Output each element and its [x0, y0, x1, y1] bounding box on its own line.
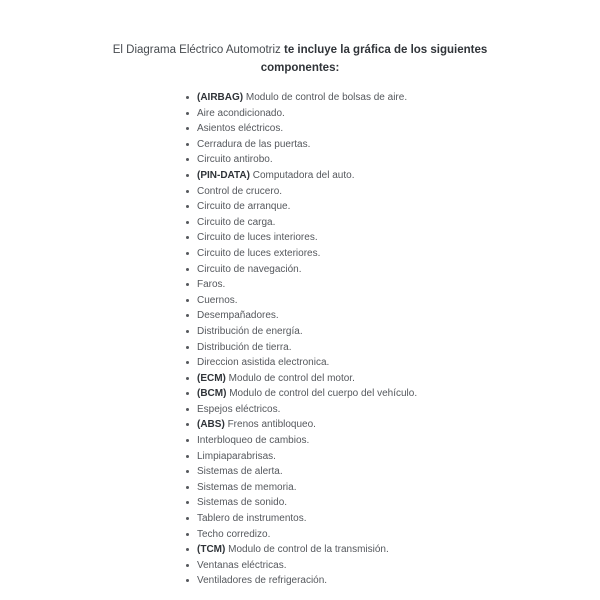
list-item — [197, 464, 517, 480]
list-item — [197, 293, 517, 309]
list-item — [197, 449, 517, 465]
component-code: (ABS) — [197, 419, 228, 431]
list-item — [197, 527, 517, 543]
list-item — [197, 324, 517, 340]
component-text: Ventanas eléctricas. — [197, 559, 287, 571]
list-item — [197, 558, 517, 574]
component-text: Modulo de control del cuerpo del vehículo. — [229, 388, 418, 400]
bullet-icon — [186, 548, 189, 551]
bullet-icon — [186, 127, 189, 130]
component-text: Asientos eléctricos. — [197, 123, 284, 135]
bullet-icon — [186, 268, 189, 271]
list-item — [197, 308, 517, 324]
list-item — [197, 277, 517, 293]
component-text: Modulo de control de la transmisión. — [228, 544, 389, 556]
component-text: Direccion asistida electronica. — [197, 357, 330, 369]
component-text: Control de crucero. — [197, 185, 283, 197]
bullet-icon — [186, 299, 189, 302]
component-text: Aire acondicionado. — [197, 107, 285, 119]
component-text: Circuito antirobo. — [197, 154, 273, 166]
component-text: Techo corredizo. — [197, 528, 271, 540]
bullet-icon — [186, 346, 189, 349]
component-text: Distribución de energía. — [197, 325, 303, 337]
component-text: Interbloqueo de cambios. — [197, 435, 310, 447]
component-text: Faros. — [197, 279, 226, 291]
list-item — [197, 371, 517, 387]
title-line-2 — [90, 59, 510, 77]
bullet-icon — [186, 158, 189, 161]
list-item — [197, 480, 517, 496]
bullet-icon — [186, 392, 189, 395]
bullet-icon — [186, 330, 189, 333]
component-text: Espejos eléctricos. — [197, 403, 281, 415]
bullet-icon — [186, 377, 189, 380]
list-item — [197, 199, 517, 215]
bullet-icon — [186, 96, 189, 99]
list-item — [197, 168, 517, 184]
component-text: Sistemas de alerta. — [197, 466, 283, 478]
bullet-icon — [186, 112, 189, 115]
bullet-icon — [186, 408, 189, 411]
bullet-icon — [186, 361, 189, 364]
component-text: Distribución de tierra. — [197, 341, 292, 353]
bullet-icon — [186, 190, 189, 193]
bullet-icon — [186, 501, 189, 504]
list-item — [197, 230, 517, 246]
bullet-icon — [186, 564, 189, 567]
bullet-icon — [186, 205, 189, 208]
component-text: Computadora del auto. — [252, 169, 355, 181]
component-code: (PIN-DATA) — [197, 169, 253, 181]
list-item — [197, 433, 517, 449]
component-code: (BCM) — [197, 388, 230, 400]
bullet-icon — [186, 236, 189, 239]
list-item — [197, 262, 517, 278]
bullet-icon — [186, 143, 189, 146]
component-code: (AIRBAG) — [197, 92, 246, 103]
list-item — [197, 417, 517, 433]
bullet-icon — [186, 486, 189, 489]
list-item — [197, 137, 517, 153]
list-item — [197, 542, 517, 558]
component-text: Circuito de luces interiores. — [197, 232, 318, 244]
list-item — [197, 511, 517, 527]
list-item — [197, 121, 517, 137]
title-regular-text: El Diagrama Eléctrico Automotriz — [112, 44, 285, 56]
bullet-icon — [186, 283, 189, 286]
component-text: Circuito de carga. — [197, 216, 276, 228]
component-text: Circuito de arranque. — [197, 201, 291, 213]
component-code: (ECM) — [197, 372, 229, 384]
component-text: Modulo de control del motor. — [228, 372, 355, 384]
component-text: Circuito de navegación. — [197, 263, 302, 275]
title-line-1 — [90, 41, 510, 59]
list-item — [197, 246, 517, 262]
component-code: (TCM) — [197, 544, 229, 556]
component-text: Sistemas de memoria. — [197, 481, 297, 493]
list-item — [197, 90, 517, 106]
list-item — [197, 355, 517, 371]
bullet-icon — [186, 579, 189, 582]
bullet-icon — [186, 533, 189, 536]
component-text: Cuernos. — [197, 294, 238, 306]
list-item — [197, 402, 517, 418]
page-title — [90, 41, 510, 77]
component-text: Sistemas de sonido. — [197, 497, 288, 509]
component-text: Desempañadores. — [197, 310, 279, 322]
bullet-icon — [186, 455, 189, 458]
component-text: Cerradura de las puertas. — [197, 138, 311, 150]
component-text: Limpiaparabrisas. — [197, 450, 276, 462]
bullet-icon — [186, 221, 189, 224]
list-item — [197, 386, 517, 402]
list-item — [197, 152, 517, 168]
list-item — [197, 215, 517, 231]
component-text: Ventiladores de refrigeración. — [197, 575, 328, 587]
component-text: Tablero de instrumentos. — [197, 513, 307, 525]
list-item — [197, 573, 517, 589]
list-item — [197, 495, 517, 511]
bullet-icon — [186, 423, 189, 426]
component-text: Frenos antibloqueo. — [227, 419, 316, 431]
list-item — [197, 184, 517, 200]
component-text: Circuito de luces exteriores. — [197, 247, 321, 259]
bullet-icon — [186, 174, 189, 177]
title-bold-text: te incluye la gráfica de los siguientes — [284, 44, 488, 56]
bullet-icon — [186, 439, 189, 442]
bullet-icon — [186, 252, 189, 255]
list-item — [197, 106, 517, 122]
title-bold-text-2: componentes: — [260, 62, 340, 74]
bullet-icon — [186, 314, 189, 317]
components-list — [197, 90, 517, 589]
component-text: Modulo de control de bolsas de aire. — [245, 92, 408, 103]
bullet-icon — [186, 517, 189, 520]
bullet-icon — [186, 470, 189, 473]
list-item — [197, 340, 517, 356]
